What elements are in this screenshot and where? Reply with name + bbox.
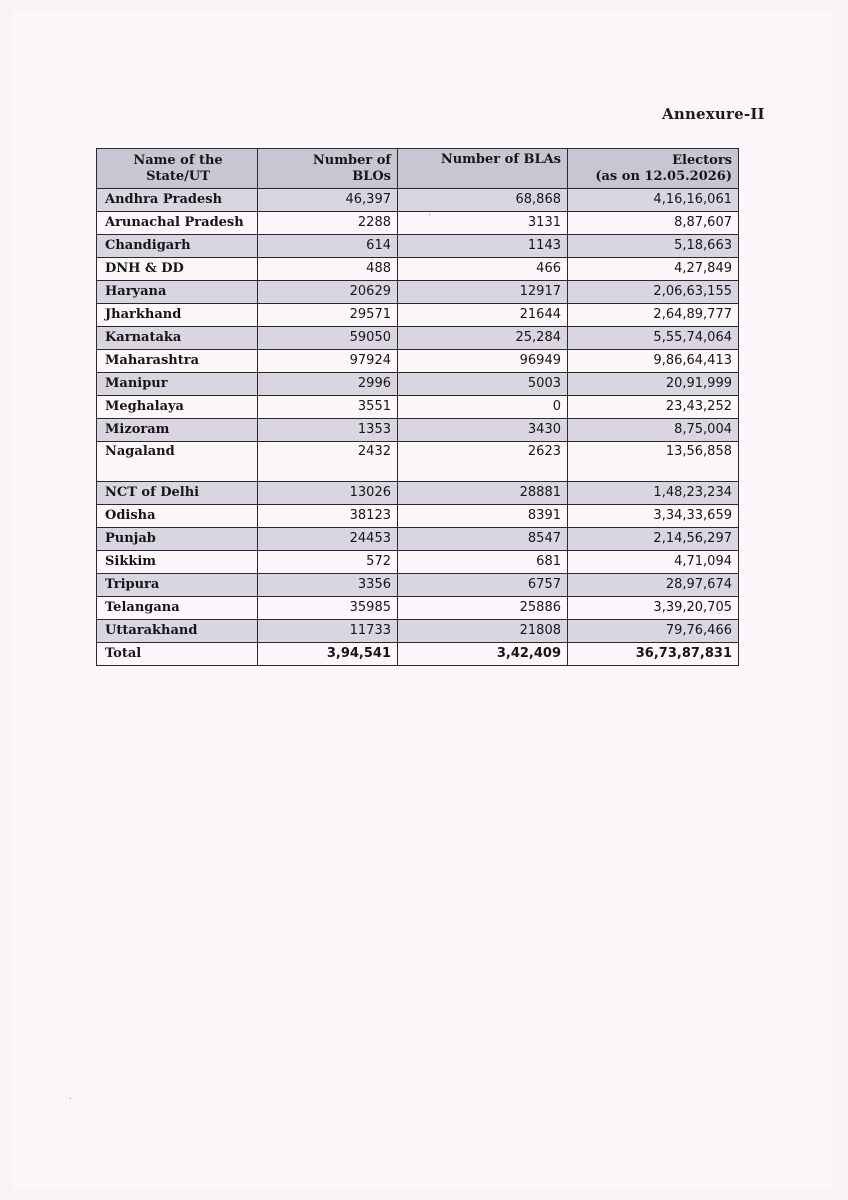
cell-blos: 2996 xyxy=(258,373,398,396)
header-state-line2: State/UT xyxy=(146,168,210,184)
cell-state: Tripura xyxy=(97,574,258,597)
cell-electors: 4,16,16,061 xyxy=(568,189,739,212)
cell-blas: 96949 xyxy=(398,350,568,373)
cell-electors: 13,56,858 xyxy=(568,442,739,482)
cell-blas: 28881 xyxy=(398,482,568,505)
table-row xyxy=(97,304,739,327)
cell-electors: 3,34,33,659 xyxy=(568,505,739,528)
cell-blos: 614 xyxy=(258,235,398,258)
table-row xyxy=(97,235,739,258)
cell-blas: 466 xyxy=(398,258,568,281)
table-row xyxy=(97,574,739,597)
cell-state: DNH & DD xyxy=(97,258,258,281)
header-blos-line1: Number of xyxy=(312,152,391,168)
cell-state: Sikkim xyxy=(97,551,258,574)
cell-blas: 25,284 xyxy=(398,327,568,350)
cell-state: Uttarakhand xyxy=(97,620,258,643)
cell-state: Meghalaya xyxy=(97,396,258,419)
table-row xyxy=(97,373,739,396)
table-header-row xyxy=(97,149,739,189)
cell-blos: 20629 xyxy=(258,281,398,304)
scan-speck xyxy=(70,1098,71,1099)
header-electors-line1: Electors xyxy=(672,152,732,168)
cell-blos: 38123 xyxy=(258,505,398,528)
cell-state: Mizoram xyxy=(97,419,258,442)
table-row xyxy=(97,258,739,281)
cell-blos: 1353 xyxy=(258,419,398,442)
cell-blas: 8547 xyxy=(398,528,568,551)
cell-blos: 13026 xyxy=(258,482,398,505)
cell-electors: 2,06,63,155 xyxy=(568,281,739,304)
cell-blas: 25886 xyxy=(398,597,568,620)
cell-state: Arunachal Pradesh xyxy=(97,212,258,235)
cell-blas: 5003 xyxy=(398,373,568,396)
cell-blas: 3131 xyxy=(398,212,568,235)
header-blas xyxy=(398,149,568,189)
cell-electors: 1,48,23,234 xyxy=(568,482,739,505)
table-row xyxy=(97,442,739,482)
table-row xyxy=(97,419,739,442)
cell-electors: 5,55,74,064 xyxy=(568,327,739,350)
cell-state: Odisha xyxy=(97,505,258,528)
cell-blas: 1143 xyxy=(398,235,568,258)
header-blas-label: Number of BLAs xyxy=(440,152,561,167)
cell-blos: 2288 xyxy=(258,212,398,235)
cell-total-label: Total xyxy=(97,643,258,666)
table-row xyxy=(97,597,739,620)
cell-state: Maharashtra xyxy=(97,350,258,373)
cell-total-blas: 3,42,409 xyxy=(398,643,568,666)
cell-state: Jharkhand xyxy=(97,304,258,327)
cell-electors: 8,87,607 xyxy=(568,212,739,235)
cell-electors: 28,97,674 xyxy=(568,574,739,597)
scan-speck xyxy=(429,214,430,215)
header-blos-line2: BLOs xyxy=(352,168,391,184)
cell-electors: 79,76,466 xyxy=(568,620,739,643)
cell-blas: 6757 xyxy=(398,574,568,597)
header-electors-line2: (as on 12.05.2026) xyxy=(595,168,732,184)
table-row xyxy=(97,396,739,419)
table-row xyxy=(97,551,739,574)
cell-blos: 29571 xyxy=(258,304,398,327)
cell-electors: 8,75,004 xyxy=(568,419,739,442)
cell-electors: 4,27,849 xyxy=(568,258,739,281)
cell-state: Haryana xyxy=(97,281,258,304)
cell-blas: 8391 xyxy=(398,505,568,528)
cell-state: Telangana xyxy=(97,597,258,620)
table-row xyxy=(97,620,739,643)
cell-blos: 11733 xyxy=(258,620,398,643)
cell-electors: 9,86,64,413 xyxy=(568,350,739,373)
cell-blos: 97924 xyxy=(258,350,398,373)
cell-blas: 3430 xyxy=(398,419,568,442)
cell-blos: 572 xyxy=(258,551,398,574)
cell-blos: 3356 xyxy=(258,574,398,597)
cell-blos: 35985 xyxy=(258,597,398,620)
header-blos xyxy=(258,149,398,189)
table-row xyxy=(97,281,739,304)
cell-blas: 21808 xyxy=(398,620,568,643)
cell-total-blos: 3,94,541 xyxy=(258,643,398,666)
cell-state: NCT of Delhi xyxy=(97,482,258,505)
table-row xyxy=(97,189,739,212)
cell-state: Andhra Pradesh xyxy=(97,189,258,212)
table-row xyxy=(97,212,739,235)
cell-state: Nagaland xyxy=(97,442,258,482)
cell-electors: 20,91,999 xyxy=(568,373,739,396)
electoral-data-table xyxy=(96,148,739,666)
table-row xyxy=(97,327,739,350)
cell-blas: 0 xyxy=(398,396,568,419)
header-electors xyxy=(568,149,739,189)
cell-state: Punjab xyxy=(97,528,258,551)
cell-electors: 4,71,094 xyxy=(568,551,739,574)
cell-electors: 5,18,663 xyxy=(568,235,739,258)
cell-blos: 3551 xyxy=(258,396,398,419)
cell-state: Karnataka xyxy=(97,327,258,350)
cell-blas: 2623 xyxy=(398,442,568,482)
cell-blos: 59050 xyxy=(258,327,398,350)
cell-electors: 2,14,56,297 xyxy=(568,528,739,551)
header-state-line1: Name of the xyxy=(133,152,223,168)
cell-blas: 21644 xyxy=(398,304,568,327)
cell-blos: 2432 xyxy=(258,442,398,482)
table-row xyxy=(97,528,739,551)
cell-blas: 68,868 xyxy=(398,189,568,212)
table-row xyxy=(97,350,739,373)
cell-blos: 24453 xyxy=(258,528,398,551)
header-state xyxy=(97,149,258,189)
cell-blas: 681 xyxy=(398,551,568,574)
table-row xyxy=(97,505,739,528)
table-row xyxy=(97,482,739,505)
cell-blos: 488 xyxy=(258,258,398,281)
cell-electors: 3,39,20,705 xyxy=(568,597,739,620)
cell-electors: 23,43,252 xyxy=(568,396,739,419)
table-total-row xyxy=(97,643,739,666)
cell-total-electors: 36,73,87,831 xyxy=(568,643,739,666)
cell-blas: 12917 xyxy=(398,281,568,304)
cell-blos: 46,397 xyxy=(258,189,398,212)
cell-state: Manipur xyxy=(97,373,258,396)
annexure-label: Annexure-II xyxy=(662,105,765,123)
cell-electors: 2,64,89,777 xyxy=(568,304,739,327)
cell-state: Chandigarh xyxy=(97,235,258,258)
